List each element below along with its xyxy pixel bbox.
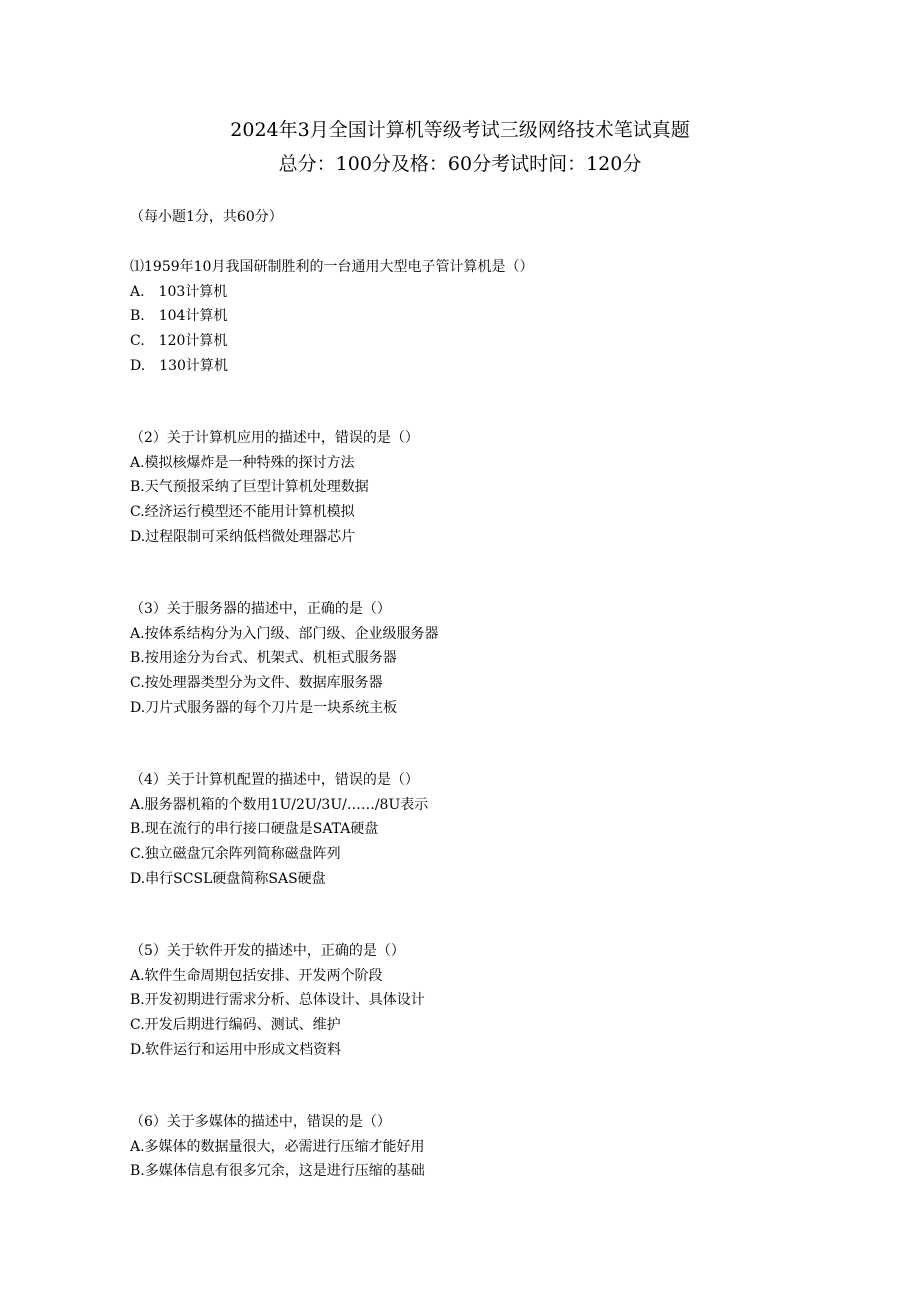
option-c: C.经济运行模型还不能用计算机模拟 <box>130 504 355 521</box>
option-a: A.服务器机箱的个数用1U/2U/3U/……/8U表示 <box>130 796 429 813</box>
option-b: B.开发初期进行需求分析、总体设计、具体设计 <box>130 992 425 1009</box>
option-c: C. 120计算机 <box>130 333 228 350</box>
option-c: C.独立磁盘冗余阵列简称磁盘阵列 <box>130 846 341 863</box>
question-2 <box>130 426 830 549</box>
option-d: D.串行SCSL硬盘简称SAS硬盘 <box>130 870 326 887</box>
question-1 <box>130 255 830 378</box>
question-stem: （2）关于计算机应用的描述中，错误的是（） <box>130 430 419 446</box>
question-stem: （6）关于多媒体的描述中，错误的是（） <box>130 1114 391 1130</box>
question-3 <box>130 597 830 720</box>
scoring-note: （每小题1分，共60分） <box>130 209 283 225</box>
option-d: D. 130计算机 <box>130 357 228 374</box>
option-a: A.软件生命周期包括安排、开发两个阶段 <box>130 967 383 984</box>
option-a: A.多媒体的数据量很大，必需进行压缩才能好用 <box>130 1138 425 1155</box>
option-d: D.软件运行和运用中形成文档资料 <box>130 1041 342 1058</box>
option-a: A.模拟核爆炸是一种特殊的探讨方法 <box>130 454 355 471</box>
question-stem: （3）关于服务器的描述中，正确的是（） <box>130 601 391 617</box>
option-a: A. 103计算机 <box>130 283 228 300</box>
option-d: D.刀片式服务器的每个刀片是一块系统主板 <box>130 699 398 716</box>
question-5 <box>130 939 830 1062</box>
option-c: C.按处理器类型分为文件、数据库服务器 <box>130 675 383 692</box>
question-6 <box>130 1110 830 1184</box>
question-stem: （5）关于软件开发的描述中，正确的是（） <box>130 943 405 959</box>
option-b: B.多媒体信息有很多冗余，这是进行压缩的基础 <box>130 1163 425 1180</box>
option-b: B.按用途分为台式、机架式、机柜式服务器 <box>130 650 397 667</box>
question-stem: ⑴1959年10月我国研制胜利的一台通用大型电子管计算机是（） <box>130 259 534 275</box>
option-b: B.现在流行的串行接口硬盘是SATA硬盘 <box>130 821 379 838</box>
option-b: B. 104计算机 <box>130 308 228 325</box>
option-a: A.按体系结构分为入门级、部门级、企业级服务器 <box>130 625 439 642</box>
option-d: D.过程限制可采纳低档微处理器芯片 <box>130 528 356 545</box>
exam-subtitle: 总分：100分及格：60分考试时间：120分 <box>278 153 642 175</box>
option-c: C.开发后期进行编码、测试、维护 <box>130 1017 341 1034</box>
question-stem: （4）关于计算机配置的描述中，错误的是（） <box>130 772 419 788</box>
exam-title: 2024年3月全国计算机等级考试三级网络技术笔试真题 <box>230 119 690 141</box>
option-b: B.天气预报采纳了巨型计算机处理数据 <box>130 479 369 496</box>
question-4 <box>130 768 830 891</box>
